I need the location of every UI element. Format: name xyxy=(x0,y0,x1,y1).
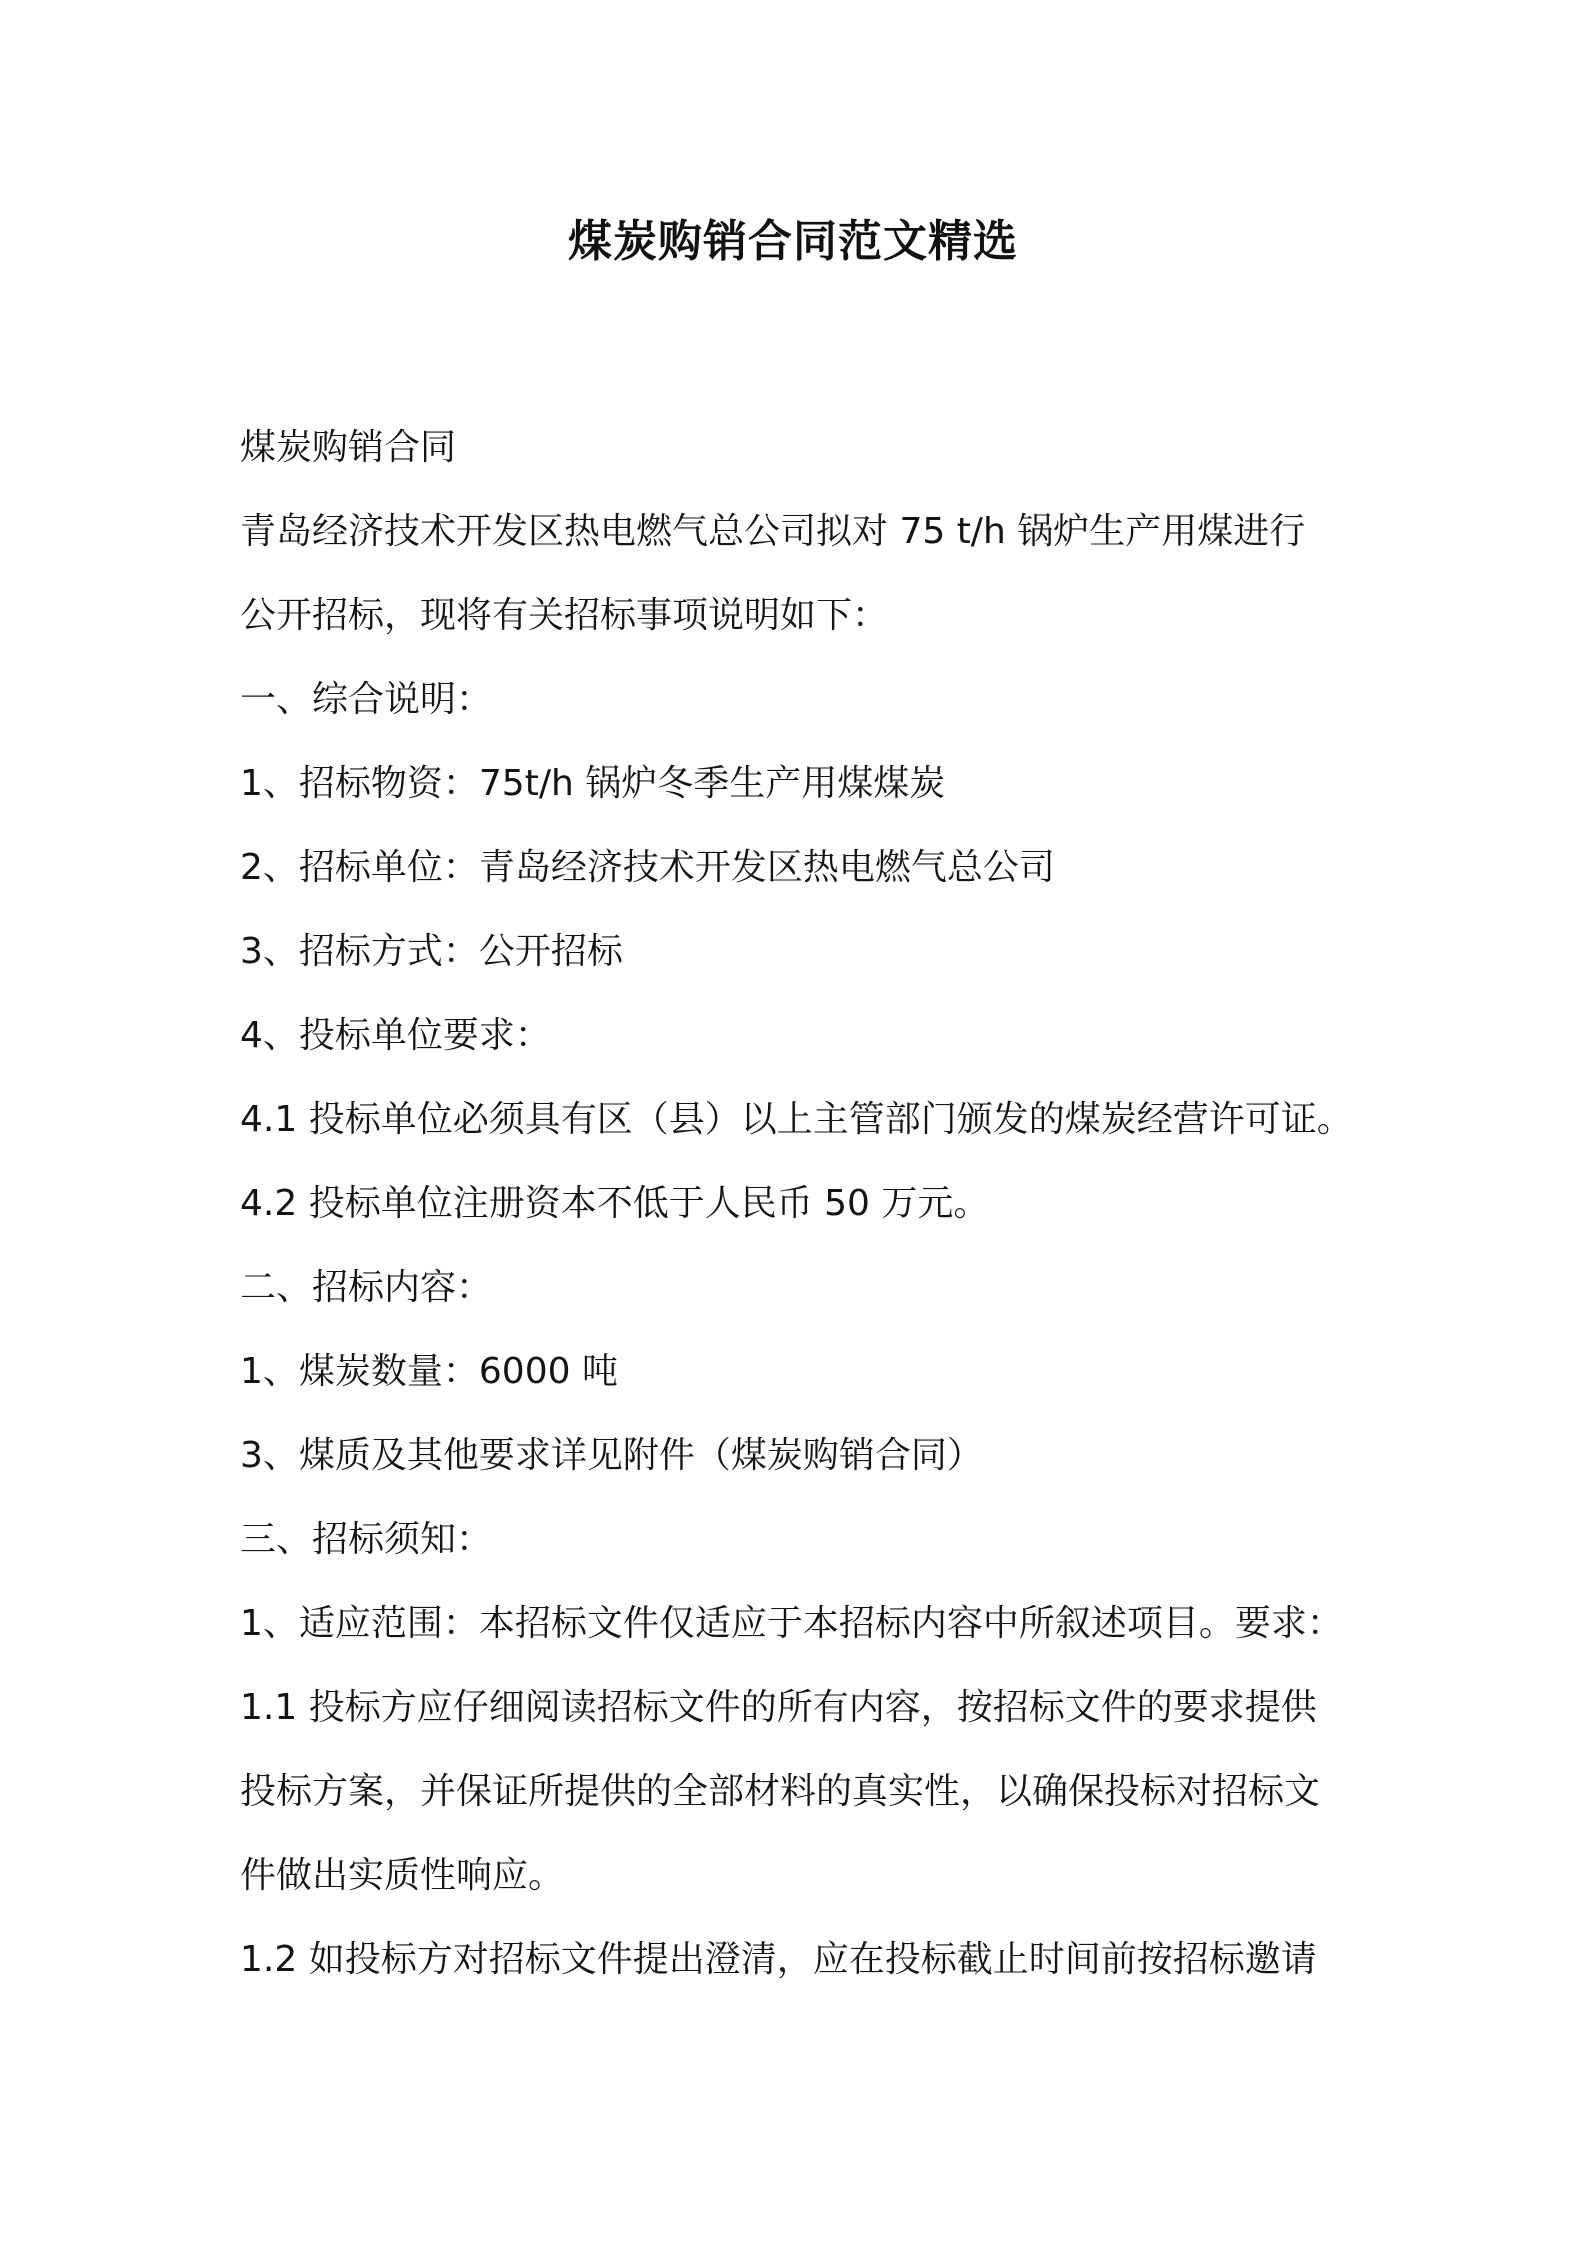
list-item: 4.2 投标单位注册资本不低于人民币 50 万元。 xyxy=(240,1183,990,1224)
paragraph-line: 件做出实质性响应。 xyxy=(240,1855,565,1896)
list-item: 3、招标方式：公开招标 xyxy=(240,931,623,972)
list-item: 1、适应范围：本招标文件仅适应于本招标内容中所叙述项目。要求： xyxy=(240,1603,1343,1644)
document-title: 煤炭购销合同范文精选 xyxy=(568,216,1018,267)
list-item: 4、投标单位要求： xyxy=(240,1015,551,1056)
paragraph-line: 1.2 如投标方对招标文件提出澄清，应在投标截止时间前按招标邀请 xyxy=(240,1939,1317,1980)
section-heading: 煤炭购销合同 xyxy=(240,427,457,468)
list-item: 1、煤炭数量：6000 吨 xyxy=(240,1351,618,1392)
section-heading: 三、招标须知： xyxy=(240,1519,493,1560)
section-heading: 一、综合说明： xyxy=(240,679,493,720)
list-item: 3、煤质及其他要求详见附件（煤炭购销合同） xyxy=(240,1435,983,1476)
list-item: 4.1 投标单位必须具有区（县）以上主管部门颁发的煤炭经营许可证。 xyxy=(240,1099,1353,1140)
paragraph-line: 青岛经济技术开发区热电燃气总公司拟对 75 t/h 锅炉生产用煤进行 xyxy=(240,511,1306,552)
document-body xyxy=(240,406,1370,2002)
paragraph-line: 投标方案，并保证所提供的全部材料的真实性，以确保投标对招标文 xyxy=(240,1771,1321,1812)
list-item: 2、招标单位：青岛经济技术开发区热电燃气总公司 xyxy=(240,847,1055,888)
paragraph-line: 1.1 投标方应仔细阅读招标文件的所有内容，按招标文件的要求提供 xyxy=(240,1687,1317,1728)
paragraph-line: 公开招标，现将有关招标事项说明如下： xyxy=(240,595,889,636)
section-heading: 二、招标内容： xyxy=(240,1267,493,1308)
list-item: 1、招标物资：75t/h 锅炉冬季生产用煤煤炭 xyxy=(240,763,946,804)
